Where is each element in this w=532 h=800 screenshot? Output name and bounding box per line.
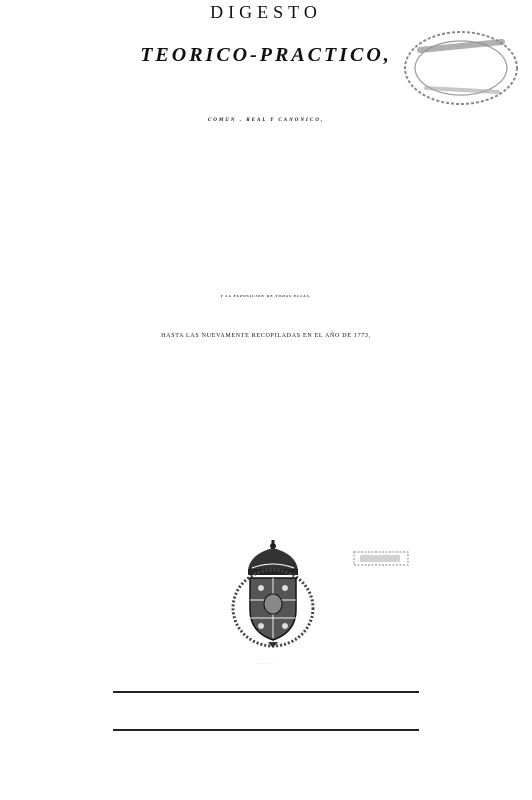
title-teorico-practico: TEORICO-PRACTICO, bbox=[140, 44, 392, 66]
inventory-stamp-icon bbox=[352, 548, 410, 570]
recopiladas-text: HASTA LAS NUEVAMENTE RECOPILADAS EN EL AÑO DE bbox=[161, 333, 354, 339]
recopiladas-year: 1773, bbox=[353, 333, 371, 339]
library-stamp-icon bbox=[402, 28, 520, 108]
recopiladas-line bbox=[0, 333, 532, 339]
royal-coat-of-arms-icon bbox=[226, 540, 320, 648]
subtitle-exposicion: Y LA EXPOSICION DE TODAS ELLAS, bbox=[220, 294, 312, 298]
subtitle-comun-real-canonico: COMUN , REAL Y CANONICO, bbox=[207, 118, 325, 123]
publication-year: MDCCLXXXIX. bbox=[257, 664, 275, 665]
title-digesto: DIGESTO bbox=[210, 2, 322, 22]
bottom-rule bbox=[113, 729, 419, 731]
top-rule bbox=[113, 691, 419, 693]
